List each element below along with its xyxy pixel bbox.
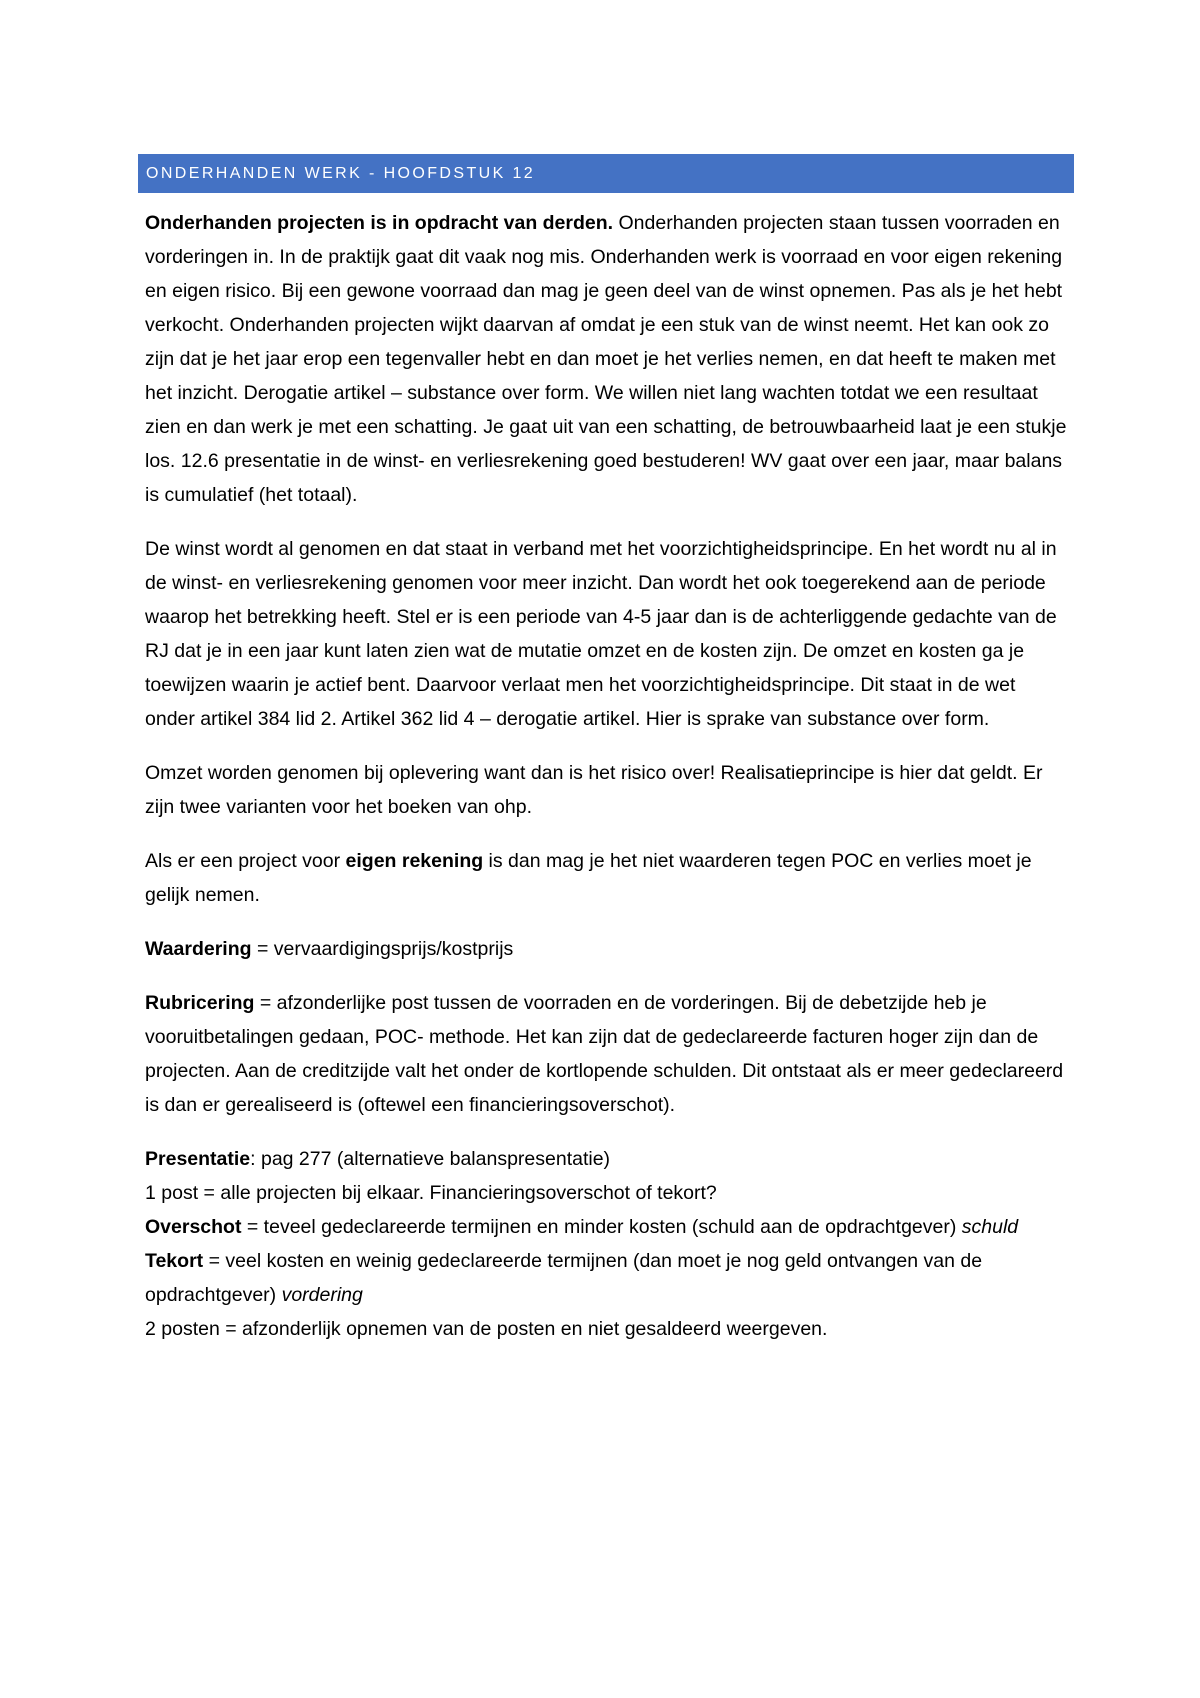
section-heading: ONDERHANDEN WERK - HOOFDSTUK 12 — [146, 164, 536, 182]
waardering-text: = vervaardigingsprijs/kostprijs — [251, 938, 514, 960]
paragraph-omzet: Omzet worden genomen bij oplevering want dan is het risico over! Realisatieprincipe is hier dat geldt. Er zijn twee varianten voor het boeken van ohp. — [145, 762, 1043, 818]
presentatie-label: Presentatie — [145, 1148, 251, 1170]
paragraph-winst: De winst wordt al genomen en dat staat in verband met het voorzichtigheidsprincipe. En het wordt nu al in de winst- en verliesrekening genomen voor meer inzicht. Dan wordt het ook toegerekend aan de periode waarop het betrekking heeft. Stel er is een periode van 4-5 jaar dan is de achterliggende gedachte van de RJ dat je in een jaar kunt laten zien wat de mutatie omzet en de kosten zijn. De omzet en kosten ga je toewijzen waarin je actief bent. Daarvoor verlaat men het voorzichtigheidsprincipe. Dit staat in de wet onder artikel 384 lid 2. Artikel 362 lid 4 – derogatie artikel. Hier is sprake van substance over form. — [145, 538, 1057, 730]
een-post-line: 1 post = alle projecten bij elkaar. Financieringsoverschot of tekort? — [145, 1182, 717, 1204]
document-body — [145, 206, 1070, 1346]
intro-bold-sentence: Onderhanden projecten is in opdracht van derden. — [145, 212, 614, 234]
tekort-italic: vordering — [281, 1284, 363, 1306]
overschot-line — [145, 1210, 1070, 1244]
paragraph-rubricering — [145, 986, 1070, 1122]
twee-posten-line: 2 posten = afzonderlijk opnemen van de posten en niet gesaldeerd weergeven. — [145, 1318, 828, 1340]
paragraph-eigen-rekening — [145, 844, 1070, 912]
eigen-rekening-after: is dan mag je het niet waarderen tegen POC en verlies moet je gelijk nemen. — [145, 850, 1032, 906]
rubricering-text: = afzonderlijke post tussen de voorraden en de vorderingen. Bij de debetzijde heb je vooruitbetalingen gedaan, POC- methode. Het kan zijn dat de gedeclareerde facturen hoger zijn dan de projecten. Aan de creditzijde valt het onder de kortlopende schulden. Dit ontstaat als er meer gedeclareerd is dan er gerealiseerd is (oftewel een financieringsoverschot). — [145, 992, 1064, 1116]
tekort-text: = veel kosten en weinig gedeclareerde termijnen (dan moet je nog geld ontvangen van de opdrachtgever) — [145, 1250, 983, 1306]
paragraph-waardering — [145, 932, 1070, 966]
presentatie-line — [145, 1142, 1070, 1176]
tekort-label: Tekort — [145, 1250, 204, 1272]
presentatie-text: : pag 277 (alternatieve balanspresentatie) — [250, 1148, 611, 1170]
intro-text: Onderhanden projecten staan tussen voorraden en vorderingen in. In de praktijk gaat dit vaak nog mis. Onderhanden werk is voorraad en voor eigen rekening en eigen risico. Bij een gewone voorraad dan mag je geen deel van de winst opnemen. Pas als je het hebt verkocht. Onderhanden projecten wijkt daarvan af omdat je een stuk van de winst neemt. Het kan ook zo zijn dat je het jaar erop een tegenvaller hebt en dan moet je het verlies nemen, en dat heeft te maken met het inzicht. Derogatie artikel – substance over form. We willen niet lang wachten totdat we een resultaat zien en dan werk je met een schatting. Je gaat uit van een schatting, de betrouwbaarheid laat je een stukje los. 12.6 presentatie in de winst- en verliesrekening goed bestuderen! WV gaat over een jaar, maar balans is cumulatief (het totaal). — [145, 212, 1067, 506]
eigen-rekening-before: Als er een project voor — [145, 850, 346, 872]
overschot-italic: schuld — [961, 1216, 1019, 1238]
section-heading-bar — [138, 154, 1074, 193]
rubricering-label: Rubricering — [145, 992, 255, 1014]
presentatie-block — [145, 1142, 1070, 1346]
overschot-text: = teveel gedeclareerde termijnen en minder kosten (schuld aan de opdrachtgever) — [241, 1216, 962, 1238]
waardering-label: Waardering — [145, 938, 252, 960]
eigen-rekening-bold: eigen rekening — [345, 850, 484, 872]
tekort-line — [145, 1244, 1070, 1312]
overschot-label: Overschot — [145, 1216, 242, 1238]
paragraph-intro — [145, 206, 1070, 512]
